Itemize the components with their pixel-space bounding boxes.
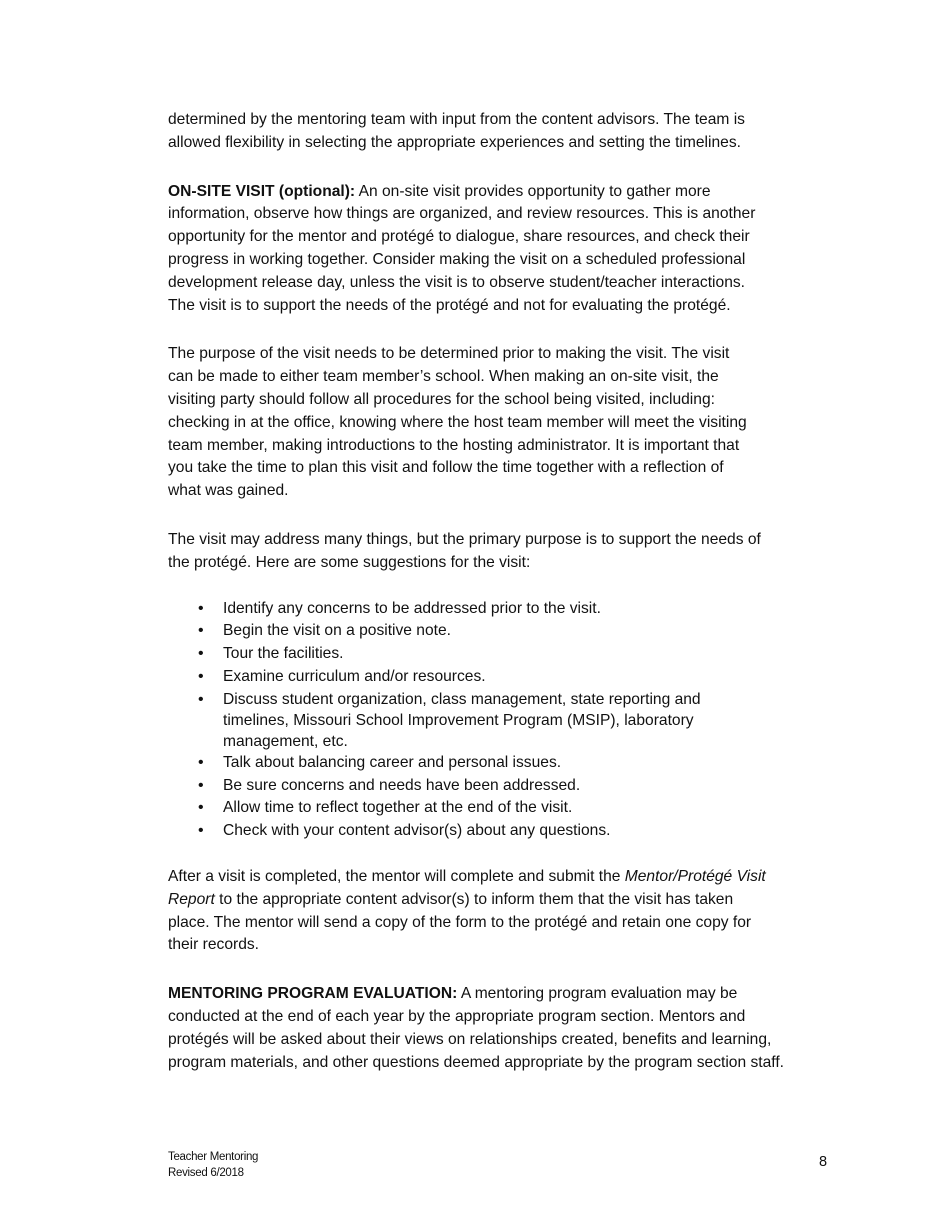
list-item: • Identify any concerns to be addressed prior to the visit.	[168, 598, 868, 621]
text-line: visiting party should follow all procedures for the school being visited, including:	[168, 390, 715, 408]
bullet-icon: •	[198, 799, 204, 817]
bullet-icon: •	[198, 645, 204, 663]
paragraph-after-visit: After a visit is completed, the mentor will complete and submit the Mentor/Protégé Visit Report to the appropriate content advisor(s) to inform them that the visit has taken place. The mentor will send a copy of the form to the protégé and retain one copy for their records.	[168, 866, 868, 957]
list-item: • Tour the facilities.	[168, 643, 868, 666]
text-line: checking in at the office, knowing where the host team member will meet the visiting	[168, 413, 747, 431]
text-line: development release day, unless the visit is to observe student/teacher interactions.	[168, 273, 745, 291]
bullet-icon: •	[198, 667, 204, 685]
text-line: An on-site visit provides opportunity to gather more	[355, 182, 711, 200]
text-line: the protégé. Here are some suggestions for the visit:	[168, 553, 531, 571]
bullet-icon: •	[198, 622, 204, 640]
suggestions-list	[168, 598, 868, 843]
text-line: The purpose of the visit needs to be determined prior to making the visit. The visit	[168, 345, 730, 363]
text-line: conducted at the end of each year by the appropriate program section. Mentors and	[168, 1007, 746, 1025]
list-item: • Begin the visit on a positive note.	[168, 620, 868, 643]
list-item: • Examine curriculum and/or resources.	[168, 666, 868, 689]
text-line: The visit is to support the needs of the protégé and not for evaluating the protégé.	[168, 296, 731, 314]
text-line: opportunity for the mentor and protégé to dialogue, share resources, and check their	[168, 228, 750, 246]
text-line: team member, making introductions to the hosting administrator. It is important that	[168, 436, 740, 454]
paragraph-program-evaluation: MENTORING PROGRAM EVALUATION: A mentoring program evaluation may be conducted at the end of each year by the appropriate program section. Mentors and protégés will be asked about their views on relationships created, benefits and learning, program materials, and other questions deemed appropriate by the program section staff.	[168, 983, 868, 1074]
onsite-visit-heading: ON-SITE VISIT (optional):	[168, 182, 356, 200]
page-number: 8	[819, 1154, 828, 1170]
paragraph-visit-purpose	[168, 343, 868, 503]
text-line: determined by the mentoring team with input from the content advisors. The team is	[168, 111, 745, 128]
text-line: program materials, and other questions deemed appropriate by the program section staff.	[168, 1053, 785, 1071]
bullet-icon: •	[198, 599, 204, 617]
list-item: • Check with your content advisor(s) about any questions.	[168, 820, 868, 843]
form-title: Report	[168, 890, 215, 908]
text-line: The visit may address many things, but the primary purpose is to support the needs of	[168, 530, 761, 548]
form-title: Mentor/Protégé Visit	[624, 867, 766, 885]
footer-title: Teacher Mentoring	[168, 1151, 259, 1163]
list-item: • Allow time to reflect together at the end of the visit.	[168, 797, 868, 820]
list-item: • Discuss student organization, class management, state reporting and timelines, Missouri School Improvement Program (MSIP), laboratory management, etc.	[198, 690, 701, 750]
paragraph-continuation	[168, 109, 868, 155]
bullet-icon: •	[198, 822, 204, 840]
bullet-icon: •	[198, 690, 204, 708]
list-item: • Be sure concerns and needs have been addressed.	[168, 775, 868, 798]
evaluation-heading: MENTORING PROGRAM EVALUATION:	[168, 985, 458, 1003]
footer	[168, 1149, 258, 1181]
text-line: what was gained.	[168, 482, 289, 500]
text-line: information, observe how things are organized, and review resources. This is another	[168, 205, 756, 223]
list-item: • Talk about balancing career and personal issues.	[168, 752, 868, 775]
text-line: protégés will be asked about their views on relationships created, benefits and learning,	[168, 1030, 772, 1048]
text-line: allowed flexibility in selecting the appropriate experiences and setting the timelines.	[168, 133, 741, 151]
bullet-icon: •	[198, 776, 204, 794]
text-line: place. The mentor will send a copy of the form to the protégé and retain one copy for	[168, 913, 752, 931]
text-line: you take the time to plan this visit and follow the time together with a reflection of	[168, 459, 724, 477]
paragraph-visit-address	[168, 529, 868, 575]
paragraph-onsite-visit	[168, 181, 868, 318]
text-line: can be made to either team member’s school. When making an on-site visit, the	[168, 368, 719, 386]
text-line: progress in working together. Consider making the visit on a scheduled professional	[168, 250, 746, 268]
page-body	[168, 109, 868, 1074]
bullet-icon: •	[198, 753, 204, 771]
footer-revised-date: Revised 6/2018	[168, 1167, 244, 1179]
text-line: their records.	[168, 936, 259, 954]
